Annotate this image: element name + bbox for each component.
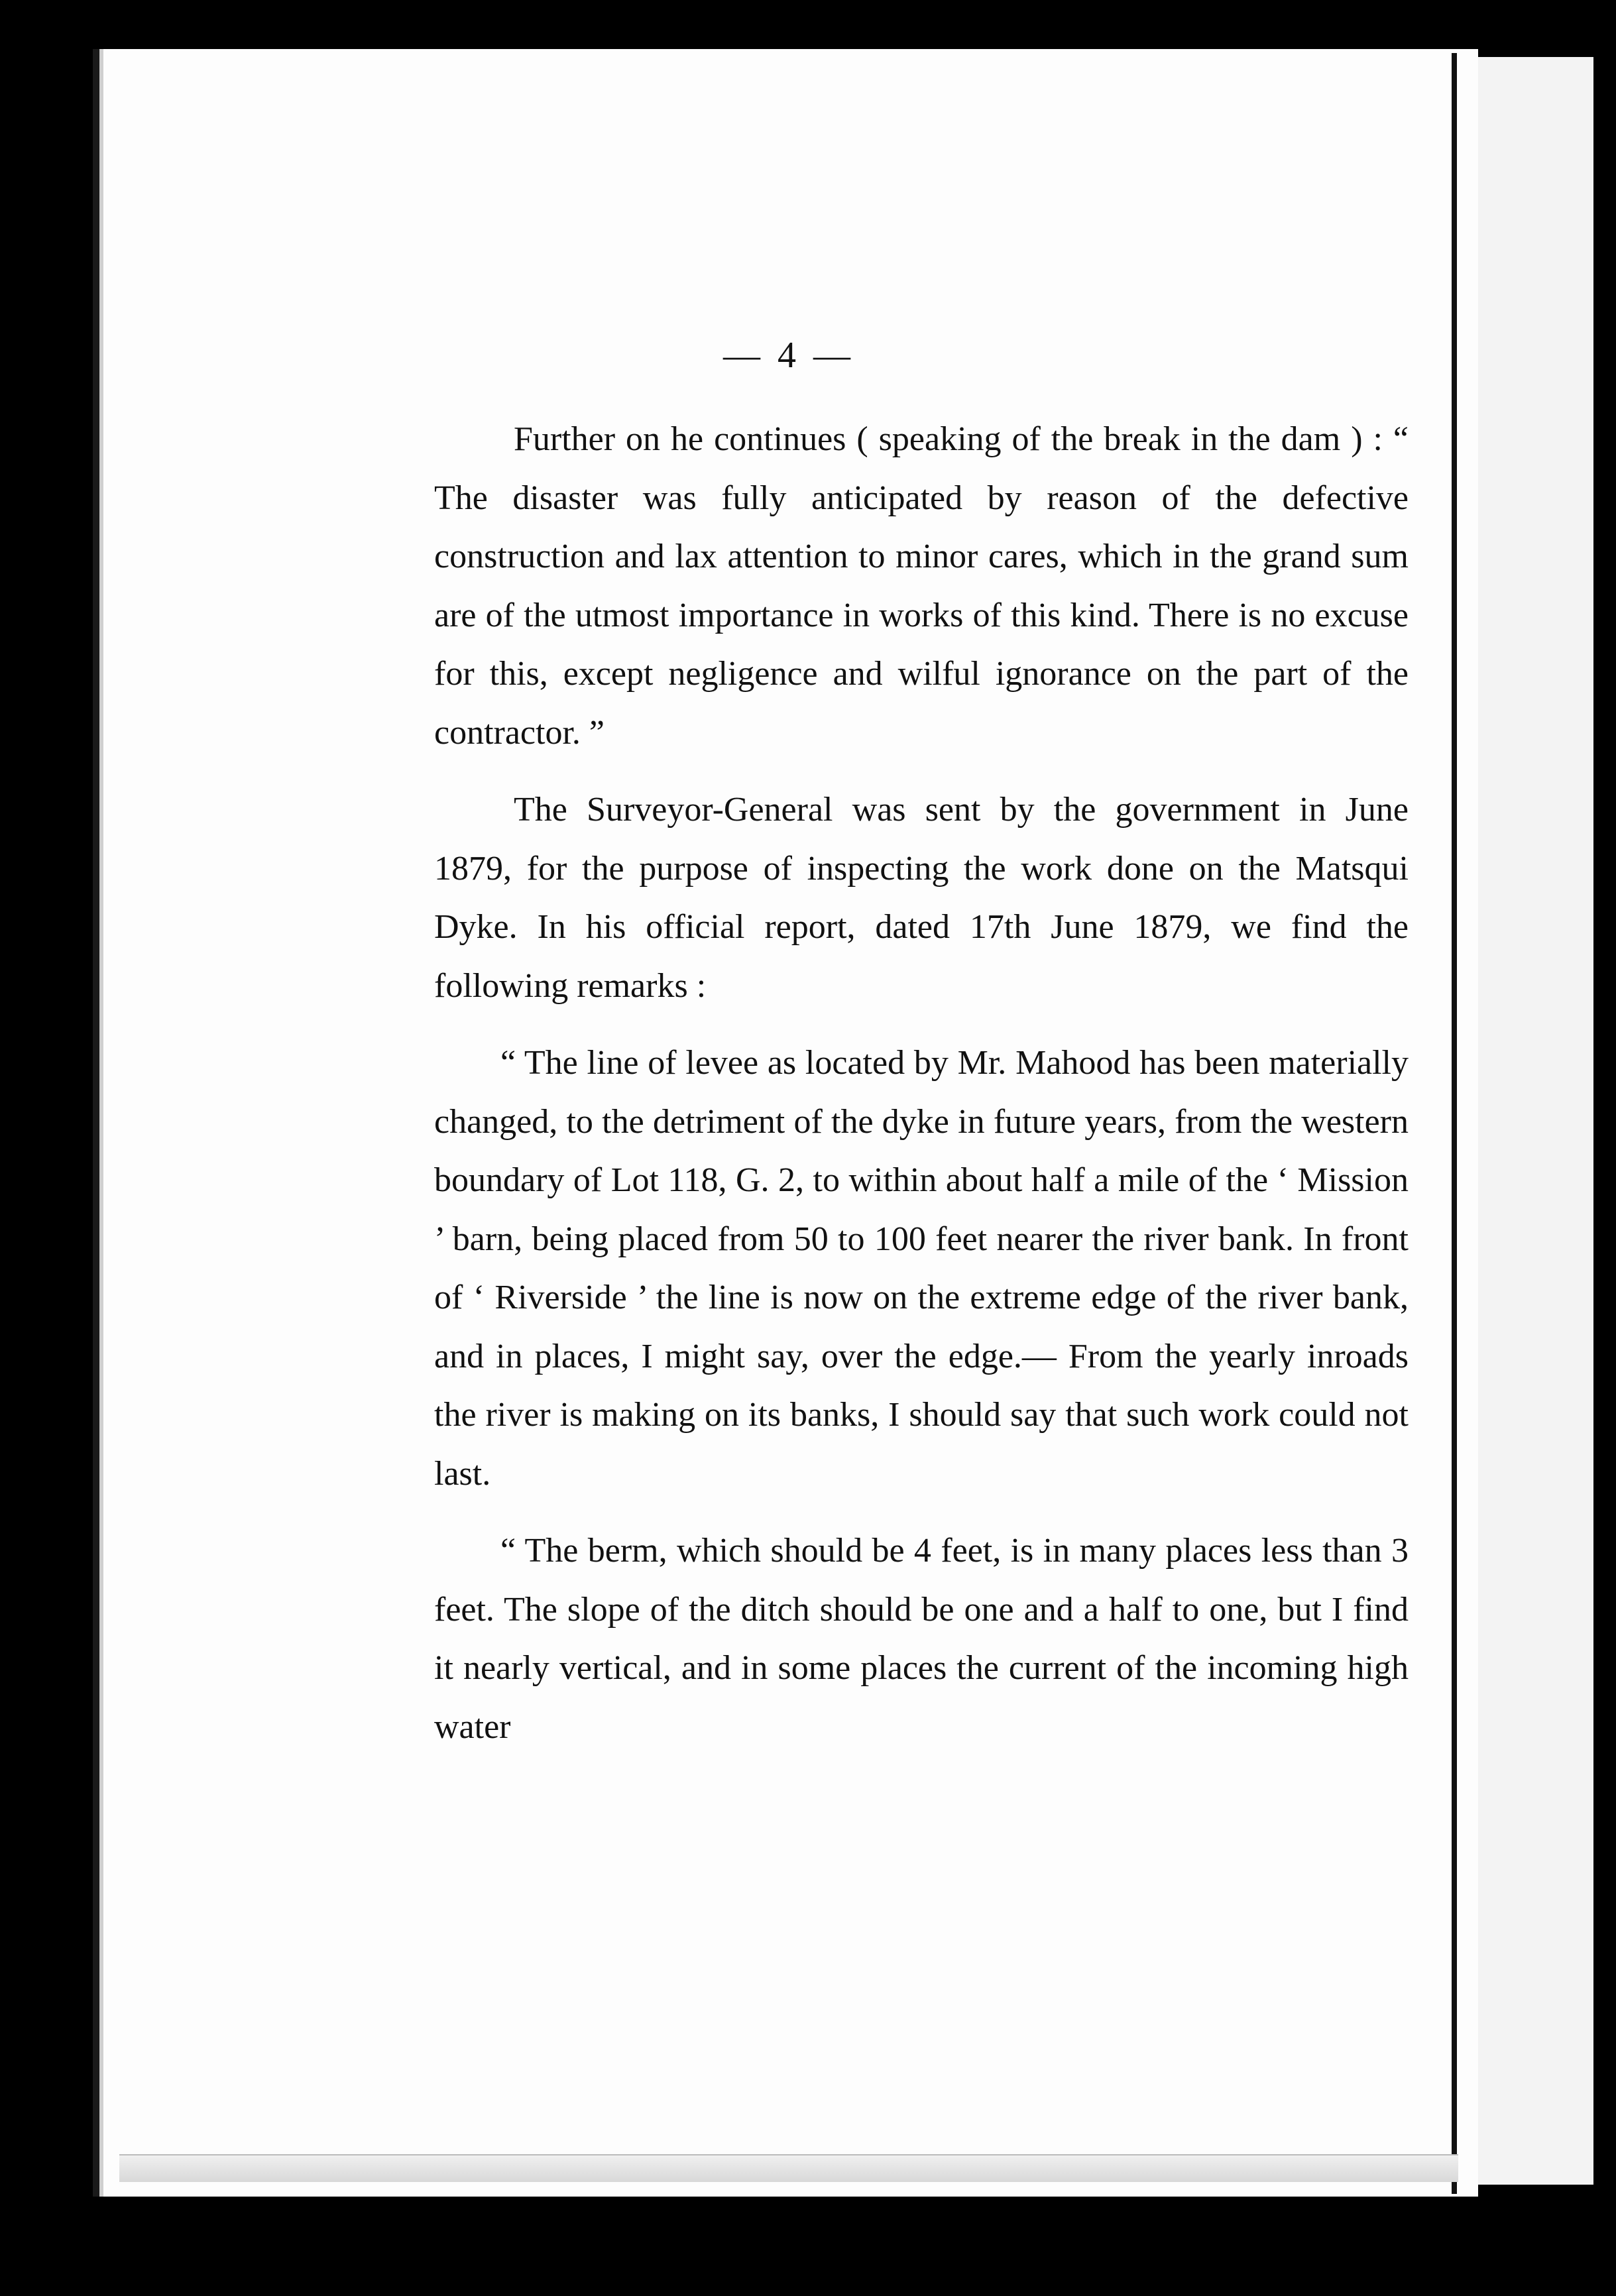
body-text [434, 410, 1409, 1775]
adjacent-page-edge [1458, 57, 1593, 2185]
paragraph-1: Further on he continues ( speaking of the break in the dam ) : “ The disaster was fully anticipated by reason of the defective construction and lax attention to minor cares, which in the grand sum are of the utmost importance in works of this kind. There is no excuse for this, except negligence and wilful ignorance on the part of the contractor. ” [434, 420, 1409, 752]
paragraph-4: “ The berm, which should be 4 feet, is in many places less than 3 feet. The slope of the ditch should be one and a half to one, but I find it nearly vertical, and in some places the current of the incoming high water [434, 1532, 1409, 1746]
paragraph-3: “ The line of levee as located by Mr. Mahood has been materially changed, to the detriment of the dyke in future years, from the western boundary of Lot 118, G. 2, to within about half a mile of the ‘ Mission ’ barn, being placed from 50 to 100 feet nearer the river bank. In front of ‘ Riverside ’ the line is now on the extreme edge of the river bank, and in places, I might say, over the edge.— From the yearly inroads the river is making on its banks, I should say that such work could not last. [434, 1044, 1409, 1493]
document-page [93, 49, 1478, 2197]
page-number: — 4 — [723, 335, 854, 376]
page-right-edge [1452, 53, 1457, 2194]
page-bottom-edge [119, 2154, 1458, 2182]
paragraph-2: The Surveyor-General was sent by the government in June 1879, for the purpose of inspecting the work done on the Matsqui Dyke. In his official report, dated 17th June 1879, we find the following remarks : [434, 791, 1409, 1005]
